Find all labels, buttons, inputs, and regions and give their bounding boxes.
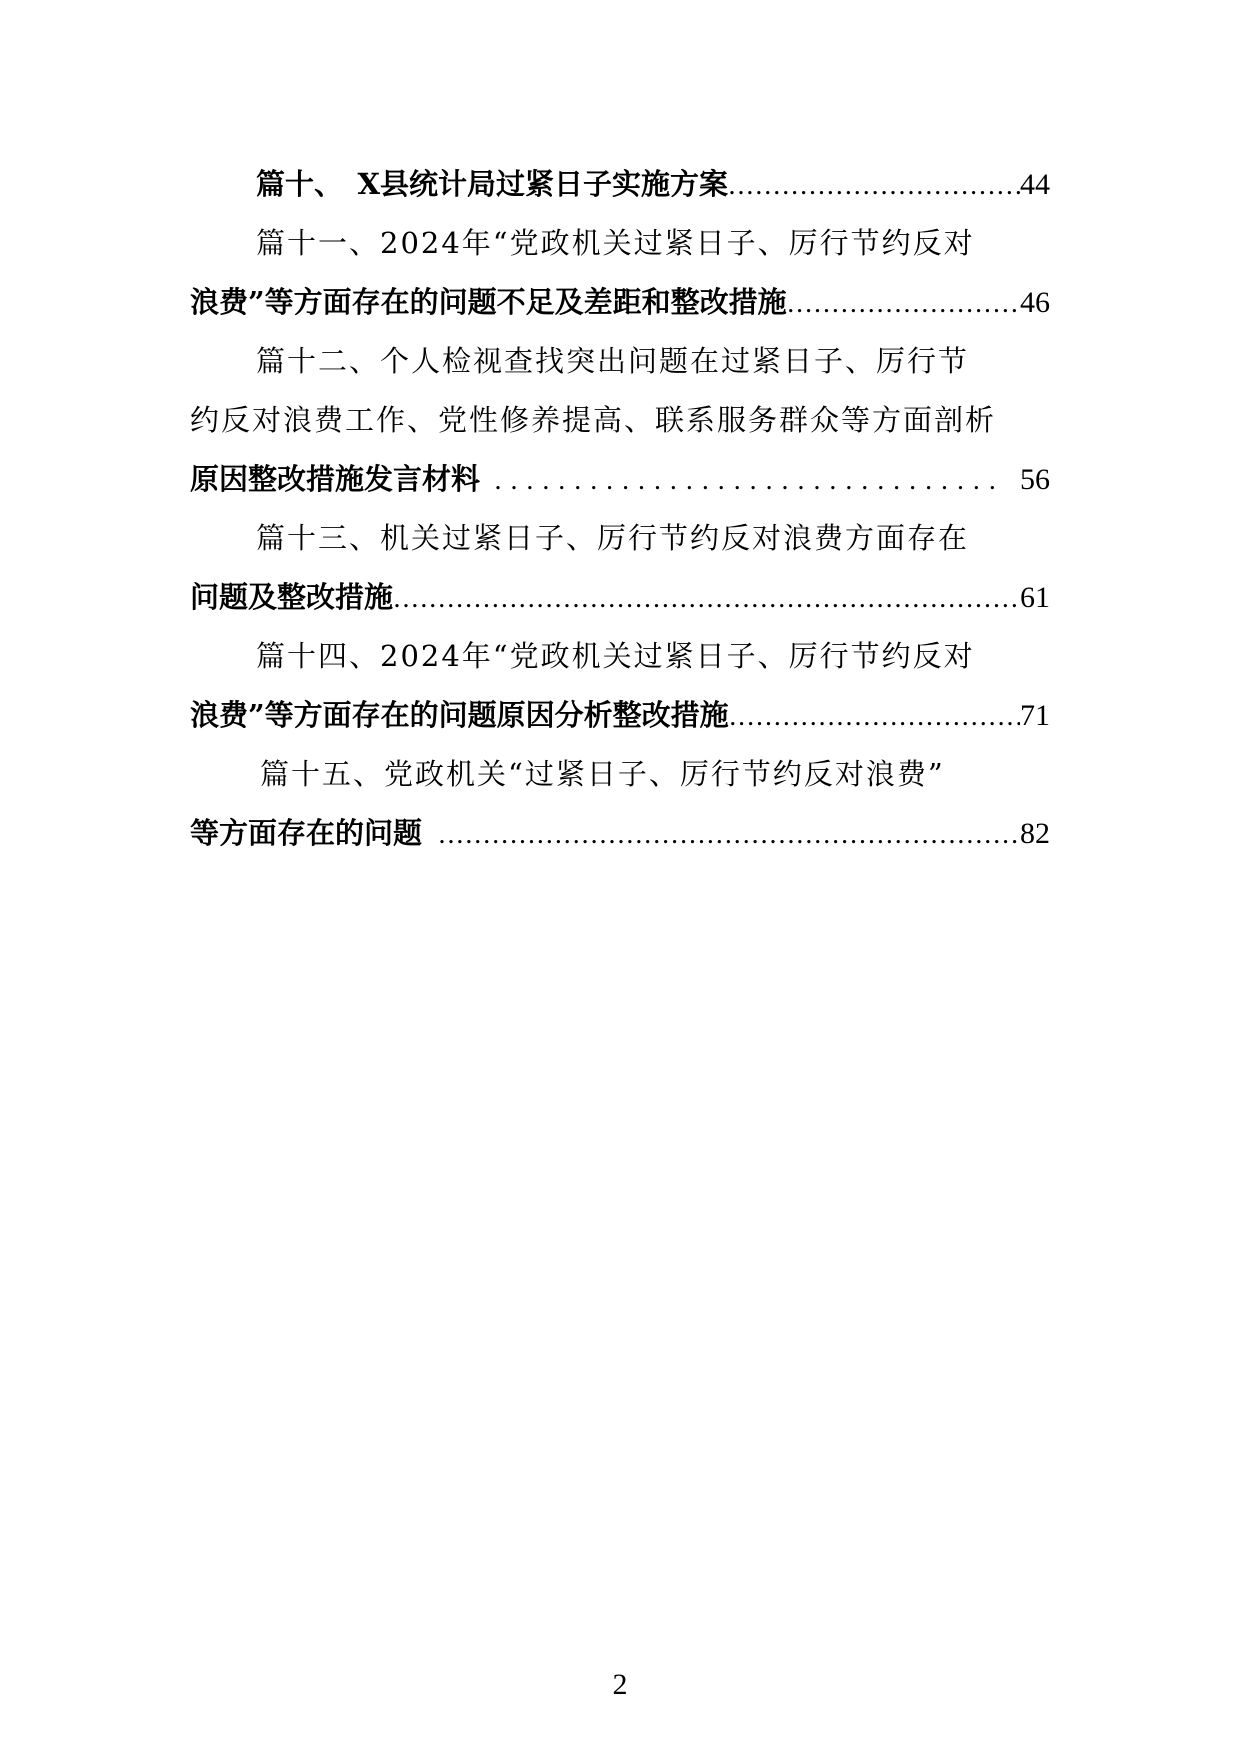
toc-entry-4[interactable] [190, 573, 1050, 621]
toc-entry-title: 浪费”等方面存在的问题不足及差距和整改措施 [190, 285, 787, 319]
dot-leader [438, 811, 1020, 859]
toc-entry-6-line-1[interactable]: 篇十五、党政机关“过紧日子、厉行节约反对浪费” [260, 757, 945, 791]
toc-entry-4-line-1[interactable]: 篇十三、机关过紧日子、厉行节约反对浪费方面存在 [256, 521, 970, 555]
toc-entry-2[interactable] [190, 278, 1050, 326]
dot-leader [787, 280, 1020, 328]
toc-entry-title: 浪费”等方面存在的问题原因分析整改措施 [190, 698, 729, 732]
toc-entry-5[interactable] [190, 691, 1050, 739]
toc-entry-3[interactable] [190, 455, 1050, 503]
dot-leader [728, 162, 1020, 210]
toc-page-number: 56 [1020, 463, 1050, 496]
toc-page-number: 44 [1020, 168, 1050, 201]
dot-leader [494, 457, 1000, 505]
page-number: 2 [612, 1668, 628, 1701]
toc-page-number: 61 [1020, 581, 1050, 614]
dot-leader [729, 693, 1020, 741]
toc-page-number: 71 [1020, 699, 1050, 732]
toc-entry-title: 问题及整改措施 [190, 580, 394, 614]
toc-entry-5-line-1[interactable]: 篇十四、2024年“党政机关过紧日子、厉行节约反对 [256, 639, 975, 673]
toc-page-number: 46 [1020, 286, 1050, 319]
toc-entry-3-line-1[interactable]: 篇十二、个人检视查找突出问题在过紧日子、厉行节 [256, 344, 970, 378]
toc-entry-title: 篇十、 X县统计局过紧日子实施方案 [256, 167, 729, 201]
toc-entry-3-line-2[interactable]: 约反对浪费工作、党性修养提高、联系服务群众等方面剖析 [190, 403, 997, 437]
toc-entry-title: 等方面存在的问题 [190, 816, 423, 850]
dot-leader [393, 575, 1020, 623]
toc-entry-1[interactable] [190, 160, 1050, 208]
toc-page-number: 82 [1020, 817, 1050, 850]
toc-entry-title: 原因整改措施发言材料 [190, 462, 481, 496]
toc-entry-6[interactable] [190, 809, 1050, 857]
toc-entry-2-line-1[interactable]: 篇十一、2024年“党政机关过紧日子、厉行节约反对 [256, 226, 975, 260]
